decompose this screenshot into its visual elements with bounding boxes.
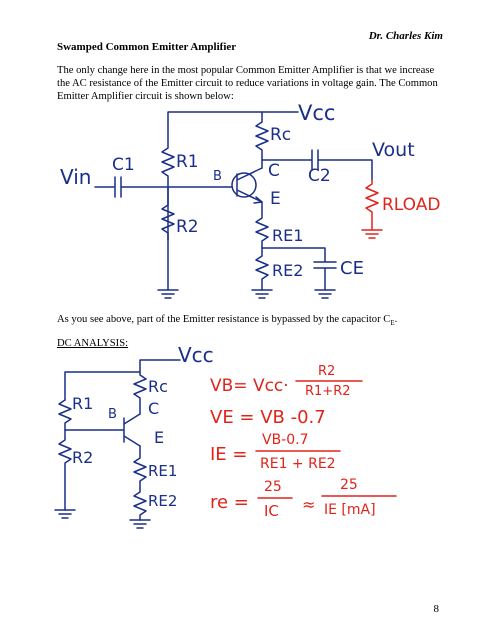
section-title: Swamped Common Emitter Amplifier [57, 41, 237, 53]
author-header: Dr. Charles Kim [368, 30, 443, 42]
dc-analysis-heading: DC ANALYSIS: [57, 338, 129, 349]
eq-re-numerator1: 25 [264, 479, 282, 495]
eq-re-denominator1: IC [264, 502, 279, 520]
fig1-ce-label: CE [340, 258, 364, 279]
fig2-e-label: E [154, 428, 165, 447]
fig1-vcc-label: Vcc [298, 101, 336, 125]
eq-ie-denominator: RE1 + RE2 [260, 456, 336, 472]
fig2-r2-label: R2 [72, 448, 94, 467]
eq-ie-numerator: VB-0.7 [262, 432, 309, 448]
page-number: 8 [433, 603, 439, 615]
fig1-vin-label: Vin [60, 165, 92, 189]
fig1-e-label: E [270, 189, 281, 209]
eq-ve: VE = VB -0.7 [210, 407, 326, 428]
fig2-re1-label: RE1 [148, 462, 178, 480]
fig1-c-label: C [268, 161, 280, 181]
fig1-re1-label: RE1 [272, 226, 304, 245]
fig1-r1-label: R1 [176, 152, 199, 172]
fig1-re2-label: RE2 [272, 261, 304, 280]
dc-equivalent-schematic [55, 343, 214, 528]
fig2-b-label: B [108, 407, 117, 422]
bypass-sentence: As you see above, part of the Emitter resistance is bypassed by the capacitor $C_E$. [57, 314, 398, 328]
fig1-c1-label: C1 [112, 155, 135, 175]
fig2-re2-label: RE2 [148, 492, 178, 510]
eq-vb-lhs: VB= Vcc· [210, 376, 289, 396]
eq-approx: ≈ [302, 495, 316, 514]
fig1-rc-label: Rc [270, 125, 292, 145]
fig2-rc-label: Rc [148, 377, 168, 396]
fig2-c-label: C [148, 399, 160, 418]
fig2-vcc-label: Vcc [178, 343, 214, 367]
fig1-r2-label: R2 [176, 217, 199, 237]
eq-ie-lhs: IE = [210, 444, 248, 465]
eq-re-numerator2: 25 [340, 477, 358, 493]
intro-paragraph: The only change here in the most popular Common Emitter Amplifier is that we increase the AC resistance of the Emitter circuit to reduce variations in voltage gain. The Common Emitter Amplifier circuit is shown below: [57, 65, 438, 103]
load-resistor [362, 180, 440, 238]
fig2-r1-label: R1 [72, 394, 94, 413]
fig1-rload-label: RLOAD [382, 195, 441, 215]
fig1-b-label: B [213, 169, 222, 184]
eq-vb-denominator: R1+R2 [305, 384, 351, 399]
amplifier-schematic [60, 101, 415, 298]
dc-equations [210, 364, 396, 520]
fig1-vout-label: Vout [372, 139, 415, 161]
eq-vb-numerator: R2 [318, 364, 336, 379]
eq-re-lhs: re = [210, 492, 249, 513]
fig1-c2-label: C2 [308, 166, 331, 186]
eq-re-denominator2: IE [mA] [324, 502, 376, 518]
